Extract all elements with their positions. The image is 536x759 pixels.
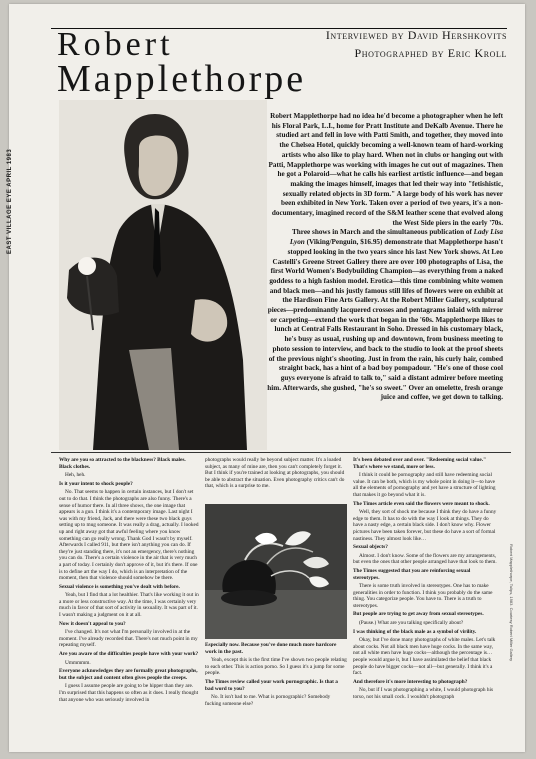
interview-question: Especially now. Because you've done much more hardcore work in the past. bbox=[205, 642, 337, 655]
interview-question: The Times article even said the flowers were meant to shock. bbox=[353, 500, 490, 507]
intro-p2 bbox=[267, 228, 503, 403]
interview-answer: I think it could be pornography and still have redeeming social value. It can be both, which is my whole point in doing it—to have all the elements of pornography and yet have a structure of lighting that makes it go beyond what it is. bbox=[353, 472, 496, 498]
interview-answer: No. That seems to happen in certain instances, but I don't set out to do that. I think the photographs are also funny. There's a sense of humor there. In all three shows, the one image that appears is a gun. I think it's a contemporary image. Last night I was with my friend, Jack, and there were these two black guys setting up to mug someone. It was really a drag, actually. I looked up and right away got that awful feeling where you know something can go really wrong. Thank God I wasn't by myself. Afterwards I called 911, but there isn't anything you can do. If they're just standing there, it's not an emergency, there's nothing you can do. There's a certain violence in the air that is very much a part of today. I certainly don't approve of it, but it's there. If one is to define art the way I do, which is an interpretation of the moment, then that violence should somehow be there. bbox=[59, 489, 199, 582]
photo-credit: Photographed by Eric Kroll bbox=[354, 46, 507, 60]
column-2-bottom-text bbox=[205, 642, 347, 709]
interview-question: I was thinking of the black male as a symbol of virility. bbox=[353, 628, 477, 635]
interview-question: Sexual objects? bbox=[353, 544, 388, 551]
still-life-illustration bbox=[205, 504, 347, 639]
column-2-top-text bbox=[205, 457, 347, 499]
title-first-name bbox=[57, 28, 174, 62]
spine-label: EAST VILLAGE EYE APRIL 1983 bbox=[7, 148, 13, 254]
interview-question: Are you aware of the difficulties people have with your work? bbox=[59, 651, 199, 658]
interview-answer: Ummmmm. bbox=[65, 659, 91, 666]
interview-answer: Well, they sort of shock me because I think they do have a funny edge to them. It has to do with the way I look at things. They do have a nasty edge, a certain black side. I don't know why. Flower pictures have been taken forever, but these do have a sort of formal nastiness. They almost look like… bbox=[353, 509, 497, 542]
portrait-photo bbox=[59, 100, 267, 450]
interview-question: Sexual violence is something you've dealt with before. bbox=[59, 583, 180, 590]
interview-question: Is it your intent to shock people? bbox=[59, 480, 133, 487]
interview-answer: There is some truth involved in stereotypes. One has to make generalities in order to function. I think you probably do the same thing. You categorize people. You have to. There is a truth to stereotypes. bbox=[353, 583, 493, 609]
interview-answer: No, but if I was photographing a white, I would photograph his torso, not his small cock. I wouldn't photograph bbox=[353, 687, 494, 700]
caption-text: Robert Mapplethorpe, Tulips, 1983. Courtesy Robert Miller Gallery bbox=[509, 544, 514, 662]
interview-column-2 bbox=[205, 457, 347, 499]
portrait-illustration bbox=[59, 100, 267, 450]
interview-answer: Yeah, except this is the first time I've shown two people relating to each other. This is action porno. So I guess it's a jump for some people. bbox=[205, 657, 347, 677]
photo-caption bbox=[506, 544, 516, 684]
interview-question: Everyone acknowledges they are formally great photographs, but the subject and content often gives people the creeps. bbox=[59, 668, 198, 681]
intro-p2-rest: (Viking/Penguin, $16.95) demonstrate that Mapplethorpe hasn't stopped looking in the two years since his last New York shows. At Leo Castelli's Greene Street Gallery there are over 100 photographs of Lisa, the first World Women's Bodybuilding Champion—as everything from a naked goddess to a high fashion model. Erotica—this time combining white women and black men—and his justly famous still lifes of flowers were on exhibit at the Hardison Fine Arts Gallery. At the Robert Miller Gallery, sculptural pieces—predominantly lacquered crosses and pentagrams inlaid with mirror or carpeting—extend the work that began in the '60s. Mapplethorpe likes to lunch at Central Falls Restaurant in Soho. Dressed in his customary black, he's busy as usual, rushing up and downtown, from business meeting to photo session to interview, and back to the studio to look at the proof sheets of the previous night's shooting. Just in from the rain, his curly hair, combed straight back, has a hint of a bad boy pompadour. "He's one of those cool guys everyone is afraid to talk to," said a distant admirer before meeting him. Afterwards, she gushed, "he's so sweet." Over an omelette, fresh orange juice and coffee, we get down to talking. bbox=[267, 238, 503, 402]
intro-paragraph bbox=[267, 112, 503, 403]
title-word-1: Robert bbox=[57, 26, 174, 63]
title-last-name bbox=[57, 60, 306, 98]
interview-answer: Okay, but I've done many photographs of white males. Let's talk about cocks. Not all black men have huge cocks. In the same way, not all white men have huge cocks—although the percentage is… people would argue it, but I have assimilated the belief that black people do have bigger cocks—not all—but generally. I think it's a fact. bbox=[353, 637, 496, 677]
section-rule bbox=[51, 452, 511, 453]
interview-question: The Times suggested that you are reinforcing sexual stereotypes. bbox=[353, 567, 471, 581]
intro-p2-start: Three shows in March and the simultaneous publication of bbox=[292, 228, 474, 237]
interview-column-3 bbox=[353, 457, 497, 703]
interview-answer: No. It isn't bad to me. What is pornographic? Somebody fucking someone else? bbox=[205, 694, 331, 707]
interview-answer: I guess I assume people are going to be hipper than they are. I'm surprised that this happens so often as it does. I really thought that anyone who was seriously involved in bbox=[59, 683, 199, 703]
interview-answer: Heh, heh. bbox=[65, 472, 86, 479]
interview-answer: Almost. I don't know. Some of the flowers are my arrangements, but even the ones that other people arranged have that look to them. bbox=[353, 552, 497, 566]
interview-credit: Interviewed by David Hershkovits bbox=[325, 28, 507, 42]
interview-answer: (Pause.) What are you talking specifically about? bbox=[359, 620, 464, 627]
interview-question: Why are you so attracted to the blackness? Black males. Black clothes. bbox=[59, 457, 186, 470]
interview-question: It's been debated over and over. "Redeeming social value." That's where we stand, more or less. bbox=[353, 457, 487, 470]
interview-question: Now it doesn't appeal to you? bbox=[59, 620, 126, 627]
spine-text bbox=[7, 64, 19, 254]
book-title: Lady Lisa Lyon bbox=[289, 228, 503, 247]
title-word-2: Mapplethorpe bbox=[57, 58, 307, 100]
interview-question: And therefore it's more interesting to photograph? bbox=[353, 678, 468, 685]
magazine-page bbox=[9, 4, 525, 752]
interview-answer: Yeah, but I find that a lot healthier. That's like working it out in a more or less constructive way. At the time, I was certainly very much in favor of that sort of activity in sexuality. It was part of it. I wasn't making a judgment on it at all. bbox=[59, 592, 199, 619]
interview-column-1 bbox=[59, 457, 199, 705]
still-life-photo bbox=[205, 504, 347, 639]
interview-question: But people are trying to get away from sexual stereotypes. bbox=[353, 611, 484, 618]
interview-answer: I've changed. It's not what I'm personally involved in at the moment. I've already recorded that. There's not much point in my repeating myself. bbox=[59, 629, 198, 649]
interview-question: The Times review called your work pornographic. Is that a bad word to you? bbox=[205, 678, 338, 692]
intro-p1: Robert Mapplethorpe had no idea he'd become a photographer when he left his Floral Park, L.I., home for Pratt Institute and DeKalb Avenue. There he studied art and fell in love with Patti Smith, and together, they moved into the Chelsea Hotel, quickly becoming a well-known team of hard-working artists who also like to play hard. When not in clubs or hanging out with Patti, Mapplethorpe was working with images he cut out of magazines. Then he got a Polaroid—what he calls his earliest artistic influence—and began making the images himself, images that led their way into "fetishistic, sexually related objects in 3D form." A large body of his work has never been exhibited in New York. Taken over a period of two years, it's a non-documentary, imagined record of the S&M leather scene that evolved along the West Side piers in the early '70s. bbox=[268, 112, 503, 227]
interview-answer: photographs would really be beyond subject matter. It's a loaded subject, as many of mine are, then you can't completely forget it. But I think if you're trained at looking at photographs, you should be able to abstract the situation. Even photography critics can't do that, which is a surprise to me. bbox=[205, 457, 345, 490]
